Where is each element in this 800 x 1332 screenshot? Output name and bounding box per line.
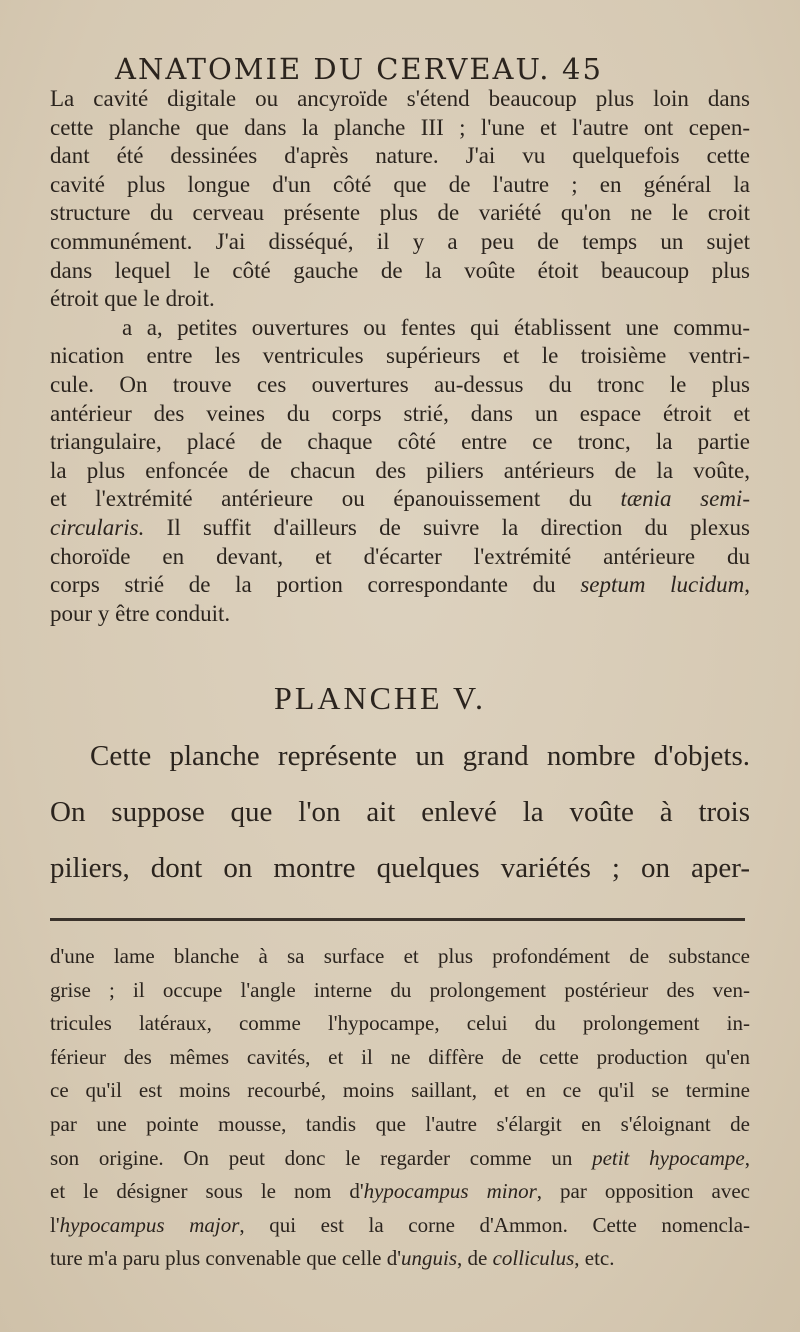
page-divider — [50, 918, 745, 921]
text-line — [50, 601, 750, 627]
text-line — [50, 1213, 750, 1238]
text-segment: d'une lame blanche à sa surface et plus profondément de substance — [50, 944, 750, 968]
text-segment: son origine. On peut donc le regarder comme un — [50, 1145, 593, 1170]
text-segment: piliers, dont on montre quelques variétés ; on aper- — [50, 852, 750, 884]
text-line — [122, 315, 750, 341]
text-segment: ture m'a paru plus convenable que celle d' — [50, 1246, 402, 1271]
text-segment: cavité plus longue d'un côté que de l'autre ; en général la — [50, 171, 750, 197]
text-line — [50, 1011, 750, 1036]
italic-text: tænia semi- — [620, 486, 750, 512]
text-line — [50, 1146, 750, 1171]
text-segment: l' — [50, 1212, 60, 1237]
text-line — [50, 115, 750, 141]
text-segment: , qui est la corne d'Ammon. Cette nomencla- — [239, 1212, 751, 1237]
header-title: ANATOMIE DU CERVEAU. — [115, 52, 551, 86]
text-segment: nication entre les ventricules supérieurs et le troisième ventri- — [50, 343, 750, 369]
text-segment: La cavité digitale ou ancyroïde s'étend beaucoup plus loin dans — [50, 86, 750, 111]
italic-text: colliculus — [492, 1246, 575, 1271]
text-line — [50, 172, 750, 198]
text-line — [50, 458, 750, 484]
text-line — [50, 1179, 750, 1204]
text-line — [50, 572, 750, 598]
text-segment: , — [744, 1145, 750, 1170]
text-line — [50, 1078, 750, 1103]
text-segment: ce qu'il est moins recourbé, moins saillant, et en ce qu'il se termine — [50, 1078, 750, 1103]
text-line — [50, 1246, 750, 1271]
text-line — [50, 200, 750, 226]
text-line — [90, 740, 750, 773]
text-line — [50, 544, 750, 570]
text-segment: antérieur des veines du corps strié, dans un espace étroit et — [50, 400, 750, 426]
text-segment: et le désigner sous le nom d' — [50, 1179, 364, 1204]
text-segment: cule. On trouve ces ouvertures au-dessus du tronc le plus — [50, 372, 750, 397]
text-segment: Il suffit d'ailleurs de suivre la direction du plexus — [144, 515, 750, 540]
text-segment: cette planche que dans la planche III ; l'une et l'autre ont cepen- — [50, 114, 750, 140]
text-segment: structure du cerveau présente plus de variété qu'on ne le croit — [50, 200, 750, 226]
text-segment: communément. J'ai disséqué, il y a peu de temps un sujet — [50, 229, 750, 254]
text-segment: et l'extrémité antérieure ou épanouissement du — [50, 486, 621, 512]
text-line — [50, 229, 750, 255]
text-segment: dans lequel le côté gauche de la voûte étoit beaucoup plus — [50, 257, 750, 283]
text-line — [50, 852, 750, 885]
text-segment: la plus enfoncée de chacun des piliers antérieurs de la voûte, — [50, 457, 750, 483]
text-line — [50, 796, 750, 829]
text-segment: choroïde en devant, et d'écarter l'extrémité antérieure du — [50, 543, 750, 569]
text-line — [50, 286, 750, 312]
italic-text: petit hypocampe — [592, 1145, 745, 1170]
text-segment: , — [744, 572, 750, 598]
text-segment: grise ; il occupe l'angle interne du prolongement postérieur des ven- — [50, 977, 750, 1002]
text-segment: corps strié de la portion correspondante du — [50, 572, 581, 598]
text-line — [50, 486, 750, 512]
text-line — [50, 343, 750, 369]
text-line — [50, 143, 750, 169]
text-segment: Cette planche représente un grand nombre d'objets. — [90, 740, 750, 772]
text-segment: dant été dessinées d'après nature. J'ai vu quelquefois cette — [50, 143, 750, 169]
plate-heading: PLANCHE V. — [274, 680, 486, 716]
italic-text: hypocampus major — [59, 1212, 240, 1237]
text-line — [50, 258, 750, 284]
text-segment: a a, petites ouvertures ou fentes qui établissent une commu- — [122, 314, 750, 340]
italic-text: unguis — [401, 1246, 458, 1271]
text-segment: triangulaire, placé de chaque côté entre ce tronc, la partie — [50, 429, 750, 455]
text-line — [50, 978, 750, 1003]
text-line — [50, 401, 750, 427]
text-line — [50, 1045, 750, 1070]
text-segment: férieur des mêmes cavités, et il ne diffère de cette production qu'en — [50, 1044, 750, 1069]
text-line — [50, 86, 750, 112]
text-segment: On suppose que l'on ait enlevé la voûte à trois — [50, 796, 750, 828]
text-line — [50, 944, 750, 969]
text-segment: par une pointe mousse, tandis que l'autre s'élargit en s'éloignant de — [50, 1112, 750, 1136]
text-segment: pour y être conduit. — [50, 600, 231, 626]
text-segment: , par opposition avec — [536, 1179, 751, 1204]
text-segment: tricules latéraux, comme l'hypocampe, celui du prolongement in- — [50, 1011, 750, 1036]
text-line — [50, 372, 750, 398]
text-line — [50, 515, 750, 541]
running-header — [115, 52, 603, 86]
italic-text: septum lucidum — [580, 572, 745, 598]
text-segment: , de — [457, 1246, 493, 1271]
text-line — [50, 1112, 750, 1137]
page-number: 45 — [562, 52, 603, 86]
text-line — [50, 429, 750, 455]
text-segment: étroit que le droit. — [50, 286, 215, 312]
text-segment: , etc. — [574, 1246, 615, 1271]
italic-text: circularis. — [50, 515, 145, 540]
italic-text: hypocampus minor — [363, 1179, 537, 1204]
